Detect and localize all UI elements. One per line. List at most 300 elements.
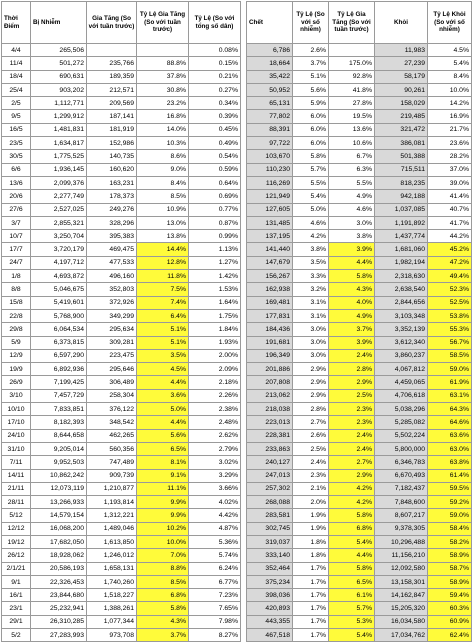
recovered-rate-cell: 60.3% <box>428 602 472 615</box>
cases-increase-rate-cell <box>137 44 189 57</box>
cases-increase-cell: 178,373 <box>87 190 137 203</box>
date-cell: 28/11 <box>2 496 31 509</box>
recovered-rate-cell: 40.7% <box>428 203 472 216</box>
cases-population-rate-cell: 6.24% <box>189 562 241 575</box>
cases-population-rate-cell: 2.48% <box>189 416 241 429</box>
recovered-cell: 6,670,493 <box>375 469 428 482</box>
date-cell: 15/8 <box>2 296 31 309</box>
cases-increase-rate-cell: 8.8% <box>137 562 189 575</box>
deaths-cell: 233,863 <box>247 442 293 455</box>
cases-increase-cell: 376,122 <box>87 403 137 416</box>
recovered-rate-cell: 55.3% <box>428 323 472 336</box>
table-row <box>2 296 472 309</box>
death-rate-cell: 6.0% <box>293 137 329 150</box>
cases-cell: 10,862,242 <box>31 469 87 482</box>
death-increase-rate-cell: 6.7% <box>329 150 375 163</box>
cases-increase-rate-cell: 10.3% <box>137 137 189 150</box>
death-rate-cell: 1.7% <box>293 562 329 575</box>
recovered-rate-cell: 58.9% <box>428 549 472 562</box>
death-increase-rate-cell: 3.7% <box>329 323 375 336</box>
cases-increase-rate-cell: 13.8% <box>137 230 189 243</box>
death-rate-cell: 1.7% <box>293 615 329 628</box>
deaths-cell: 333,140 <box>247 549 293 562</box>
recovered-rate-cell: 60.9% <box>428 615 472 628</box>
recovered-rate-cell: 58.7% <box>428 562 472 575</box>
cases-increase-cell: 348,542 <box>87 416 137 429</box>
deaths-cell: 223,013 <box>247 416 293 429</box>
death-rate-cell: 4.6% <box>293 216 329 229</box>
date-cell: 21/11 <box>2 482 31 495</box>
cases-increase-cell: 140,735 <box>87 150 137 163</box>
cases-population-rate-cell: 1.27% <box>189 256 241 269</box>
recovered-cell: 4,067,812 <box>375 363 428 376</box>
recovered-rate-cell: 63.0% <box>428 442 472 455</box>
date-cell: 10/7 <box>2 230 31 243</box>
death-increase-rate-cell: 2.3% <box>329 403 375 416</box>
table-row <box>2 256 472 269</box>
cases-increase-cell: 477,533 <box>87 256 137 269</box>
cases-increase-rate-cell: 4.5% <box>137 363 189 376</box>
table-row <box>2 190 472 203</box>
recovered-cell: 1,037,085 <box>375 203 428 216</box>
deaths-cell: 177,831 <box>247 309 293 322</box>
deaths-cell: 268,088 <box>247 496 293 509</box>
death-increase-rate-cell: 27.8% <box>329 97 375 110</box>
death-increase-rate-cell: 4.9% <box>329 190 375 203</box>
recovered-rate-cell: 41.7% <box>428 216 472 229</box>
cases-cell: 3,720,179 <box>31 243 87 256</box>
recovered-rate-cell: 64.6% <box>428 416 472 429</box>
cases-population-rate-cell: 1.75% <box>189 309 241 322</box>
cases-population-rate-cell: 0.87% <box>189 216 241 229</box>
cases-increase-rate-cell: 8.6% <box>137 150 189 163</box>
cases-population-rate-cell: 2.00% <box>189 349 241 362</box>
death-rate-cell: 5.0% <box>293 203 329 216</box>
cases-increase-cell: 212,571 <box>87 83 137 96</box>
death-increase-rate-cell: 2.9% <box>329 469 375 482</box>
table-row <box>2 549 472 562</box>
table-row <box>2 176 472 189</box>
cases-cell: 14,579,154 <box>31 509 87 522</box>
recovered-cell: 90,261 <box>375 83 428 96</box>
cases-population-rate-cell: 0.34% <box>189 97 241 110</box>
cases-increase-rate-cell: 6.8% <box>137 589 189 602</box>
cases-cell: 5,046,675 <box>31 283 87 296</box>
cases-increase-rate-cell: 7.0% <box>137 549 189 562</box>
death-rate-cell: 2.8% <box>293 403 329 416</box>
recovered-cell: 1,681,060 <box>375 243 428 256</box>
death-increase-rate-cell: 5.8% <box>329 270 375 283</box>
death-rate-cell: 2.4% <box>293 456 329 469</box>
death-rate-cell: 2.6% <box>293 429 329 442</box>
date-cell: 25/4 <box>2 83 31 96</box>
recovered-cell: 1,437,774 <box>375 230 428 243</box>
cases-increase-cell: 295,634 <box>87 323 137 336</box>
table-header-row <box>2 2 472 44</box>
header-cases: Bị Nhiễm <box>31 2 87 44</box>
header-cases-population-rate: Tỷ Lệ (So với tổng số dân) <box>189 2 241 44</box>
deaths-cell: 127,605 <box>247 203 293 216</box>
recovered-cell: 2,318,630 <box>375 270 428 283</box>
recovered-cell: 2,638,540 <box>375 283 428 296</box>
cases-cell: 3,250,704 <box>31 230 87 243</box>
cases-population-rate-cell: 6.77% <box>189 575 241 588</box>
cases-cell: 265,506 <box>31 44 87 57</box>
death-rate-cell: 3.0% <box>293 349 329 362</box>
recovered-cell: 8,607,217 <box>375 509 428 522</box>
cases-increase-rate-cell: 30.8% <box>137 83 189 96</box>
date-cell: 19/12 <box>2 535 31 548</box>
date-cell: 5/12 <box>2 509 31 522</box>
cases-cell: 7,457,729 <box>31 389 87 402</box>
recovered-rate-cell: 59.0% <box>428 363 472 376</box>
deaths-cell: 443,355 <box>247 615 293 628</box>
table-row <box>2 589 472 602</box>
recovered-rate-cell: 59.2% <box>428 496 472 509</box>
recovered-cell: 13,158,301 <box>375 575 428 588</box>
cases-increase-rate-cell: 6.4% <box>137 309 189 322</box>
cases-increase-rate-cell: 8.5% <box>137 575 189 588</box>
cases-population-rate-cell: 8.27% <box>189 629 241 642</box>
table-row <box>2 309 472 322</box>
death-increase-rate-cell: 5.7% <box>329 602 375 615</box>
data-table-container <box>1 1 471 639</box>
table-row <box>2 522 472 535</box>
cases-cell: 5,419,601 <box>31 296 87 309</box>
deaths-cell: 247,013 <box>247 469 293 482</box>
cases-increase-cell: 496,160 <box>87 270 137 283</box>
recovered-rate-cell: 41.4% <box>428 190 472 203</box>
table-row <box>2 270 472 283</box>
cases-population-rate-cell: 0.99% <box>189 230 241 243</box>
date-cell: 1/8 <box>2 270 31 283</box>
cases-cell: 27,283,993 <box>31 629 87 642</box>
table-row <box>2 615 472 628</box>
table-row <box>2 389 472 402</box>
table-row <box>2 323 472 336</box>
cases-cell: 903,202 <box>31 83 87 96</box>
recovered-cell: 501,388 <box>375 150 428 163</box>
recovered-cell: 11,156,210 <box>375 549 428 562</box>
death-rate-cell: 5.8% <box>293 150 329 163</box>
cases-increase-rate-cell: 9.9% <box>137 496 189 509</box>
cases-increase-cell: 462,265 <box>87 429 137 442</box>
cases-increase-cell: 328,296 <box>87 216 137 229</box>
recovered-rate-cell: 23.6% <box>428 137 472 150</box>
recovered-rate-cell: 63.8% <box>428 456 472 469</box>
date-cell: 3/10 <box>2 389 31 402</box>
cases-cell: 26,310,285 <box>31 615 87 628</box>
deaths-cell: 88,391 <box>247 123 293 136</box>
table-row <box>2 469 472 482</box>
cases-population-rate-cell: 2.18% <box>189 376 241 389</box>
death-increase-rate-cell: 10.6% <box>329 137 375 150</box>
recovered-cell: 2,844,656 <box>375 296 428 309</box>
deaths-cell: 6,786 <box>247 44 293 57</box>
date-cell: 2/5 <box>2 97 31 110</box>
death-rate-cell: 2.5% <box>293 442 329 455</box>
recovered-rate-cell: 63.6% <box>428 429 472 442</box>
cases-increase-cell: 395,383 <box>87 230 137 243</box>
recovered-rate-cell: 47.2% <box>428 256 472 269</box>
cases-increase-rate-cell: 14.4% <box>137 243 189 256</box>
cases-increase-cell <box>87 44 137 57</box>
death-rate-cell: 2.6% <box>293 44 329 57</box>
date-cell: 20/6 <box>2 190 31 203</box>
deaths-cell: 240,127 <box>247 456 293 469</box>
table-row <box>2 243 472 256</box>
cases-cell: 690,631 <box>31 70 87 83</box>
death-increase-rate-cell: 5.8% <box>329 562 375 575</box>
date-cell: 12/12 <box>2 522 31 535</box>
cases-increase-rate-cell: 9.9% <box>137 509 189 522</box>
death-rate-cell: 1.7% <box>293 629 329 642</box>
recovered-cell: 942,188 <box>375 190 428 203</box>
date-cell: 3/7 <box>2 216 31 229</box>
date-cell: 5/9 <box>2 336 31 349</box>
table-row <box>2 97 472 110</box>
cases-increase-cell: 189,359 <box>87 70 137 83</box>
deaths-cell: 141,440 <box>247 243 293 256</box>
date-cell: 17/10 <box>2 416 31 429</box>
death-increase-rate-cell: 13.6% <box>329 123 375 136</box>
death-increase-rate-cell: 5.4% <box>329 629 375 642</box>
table-row <box>2 629 472 642</box>
death-rate-cell: 2.1% <box>293 482 329 495</box>
recovered-cell: 3,612,340 <box>375 336 428 349</box>
death-rate-cell: 5.1% <box>293 70 329 83</box>
cases-increase-rate-cell: 8.1% <box>137 456 189 469</box>
cases-cell: 8,182,393 <box>31 416 87 429</box>
cases-population-rate-cell: 0.49% <box>189 137 241 150</box>
cases-cell: 5,768,900 <box>31 309 87 322</box>
recovered-rate-cell: 56.7% <box>428 336 472 349</box>
death-rate-cell: 1.7% <box>293 589 329 602</box>
cases-cell: 23,844,680 <box>31 589 87 602</box>
recovered-rate-cell: 16.9% <box>428 110 472 123</box>
cases-cell: 2,855,321 <box>31 216 87 229</box>
table-row <box>2 602 472 615</box>
cases-cell: 7,199,425 <box>31 376 87 389</box>
death-increase-rate-cell: 2.7% <box>329 456 375 469</box>
deaths-cell: 302,745 <box>247 522 293 535</box>
death-increase-rate-cell: 6.5% <box>329 575 375 588</box>
recovered-rate-cell: 45.2% <box>428 243 472 256</box>
cases-cell: 9,952,503 <box>31 456 87 469</box>
recovered-cell: 9,378,305 <box>375 522 428 535</box>
cases-increase-cell: 352,803 <box>87 283 137 296</box>
death-rate-cell: 1.9% <box>293 522 329 535</box>
cases-increase-cell: 372,926 <box>87 296 137 309</box>
cases-increase-rate-cell: 5.0% <box>137 403 189 416</box>
date-cell: 6/6 <box>2 163 31 176</box>
cases-increase-cell: 181,919 <box>87 123 137 136</box>
recovered-rate-cell: 4.5% <box>428 44 472 57</box>
cases-increase-rate-cell: 23.2% <box>137 97 189 110</box>
recovered-cell: 219,485 <box>375 110 428 123</box>
cases-increase-rate-cell: 5.1% <box>137 336 189 349</box>
cases-increase-rate-cell: 13.0% <box>137 216 189 229</box>
death-increase-rate-cell: 4.0% <box>329 296 375 309</box>
cases-increase-cell: 1,312,221 <box>87 509 137 522</box>
deaths-cell: 169,481 <box>247 296 293 309</box>
recovered-cell: 386,081 <box>375 137 428 150</box>
cases-increase-cell: 209,569 <box>87 97 137 110</box>
cases-increase-cell: 1,246,012 <box>87 549 137 562</box>
death-increase-rate-cell: 6.1% <box>329 589 375 602</box>
recovered-cell: 5,502,224 <box>375 429 428 442</box>
cases-increase-rate-cell: 8.5% <box>137 190 189 203</box>
cases-cell: 6,892,936 <box>31 363 87 376</box>
cases-increase-rate-cell: 37.8% <box>137 70 189 83</box>
recovered-cell: 3,860,237 <box>375 349 428 362</box>
header-death-increase-rate: Tỷ Lệ Gia Tăng (So với tuần trước) <box>329 2 375 44</box>
death-increase-rate-cell: 4.4% <box>329 549 375 562</box>
recovered-rate-cell: 21.7% <box>428 123 472 136</box>
cases-increase-rate-cell: 16.8% <box>137 110 189 123</box>
cases-cell: 2,277,749 <box>31 190 87 203</box>
recovered-rate-cell: 58.9% <box>428 575 472 588</box>
recovered-cell: 58,179 <box>375 70 428 83</box>
cases-population-rate-cell: 5.36% <box>189 535 241 548</box>
death-rate-cell: 1.8% <box>293 549 329 562</box>
table-row <box>2 44 472 57</box>
table-row <box>2 363 472 376</box>
cases-cell: 1,775,525 <box>31 150 87 163</box>
recovered-rate-cell: 52.5% <box>428 296 472 309</box>
table-row <box>2 429 472 442</box>
cases-increase-cell: 295,646 <box>87 363 137 376</box>
cases-increase-rate-cell: 12.8% <box>137 256 189 269</box>
death-increase-rate-cell: 5.4% <box>329 535 375 548</box>
death-increase-rate-cell: 2.9% <box>329 376 375 389</box>
deaths-cell: 35,422 <box>247 70 293 83</box>
recovered-rate-cell: 52.3% <box>428 283 472 296</box>
recovered-cell: 4,459,065 <box>375 376 428 389</box>
header-recovered-rate: Tỷ Lệ Khỏi (So với số nhiễm) <box>428 2 472 44</box>
deaths-cell: 218,038 <box>247 403 293 416</box>
date-cell: 23/5 <box>2 137 31 150</box>
recovered-rate-cell: 63.1% <box>428 389 472 402</box>
table-row <box>2 575 472 588</box>
cases-cell: 20,586,193 <box>31 562 87 575</box>
date-cell: 12/9 <box>2 349 31 362</box>
death-increase-rate-cell: 5.8% <box>329 509 375 522</box>
table-row <box>2 216 472 229</box>
cases-cell: 13,266,933 <box>31 496 87 509</box>
cases-population-rate-cell: 7.98% <box>189 615 241 628</box>
deaths-cell: 116,269 <box>247 176 293 189</box>
table-row <box>2 509 472 522</box>
recovered-rate-cell: 28.2% <box>428 150 472 163</box>
recovered-cell: 3,103,348 <box>375 309 428 322</box>
recovered-cell: 16,034,580 <box>375 615 428 628</box>
recovered-cell: 5,285,082 <box>375 416 428 429</box>
cases-cell: 25,232,941 <box>31 602 87 615</box>
cases-increase-rate-cell: 11.1% <box>137 482 189 495</box>
death-increase-rate-cell: 6.8% <box>329 522 375 535</box>
table-row <box>2 403 472 416</box>
table-body <box>2 44 472 642</box>
cases-population-rate-cell: 4.42% <box>189 509 241 522</box>
death-rate-cell: 3.3% <box>293 270 329 283</box>
header-cases-increase-rate: Tỷ Lệ Gia Tăng (So với tuần trước) <box>137 2 189 44</box>
death-rate-cell: 2.9% <box>293 363 329 376</box>
death-increase-rate-cell: 4.3% <box>329 283 375 296</box>
cases-population-rate-cell: 4.87% <box>189 522 241 535</box>
cases-increase-cell: 909,739 <box>87 469 137 482</box>
deaths-cell: 213,062 <box>247 389 293 402</box>
death-increase-rate-cell: 3.9% <box>329 243 375 256</box>
death-increase-rate-cell: 3.9% <box>329 336 375 349</box>
recovered-cell: 15,205,320 <box>375 602 428 615</box>
death-rate-cell: 2.9% <box>293 389 329 402</box>
covid-statistics-table <box>1 1 472 642</box>
deaths-cell: 352,464 <box>247 562 293 575</box>
date-cell: 26/9 <box>2 376 31 389</box>
cases-population-rate-cell: 3.66% <box>189 482 241 495</box>
death-rate-cell: 3.5% <box>293 256 329 269</box>
date-cell: 5/2 <box>2 629 31 642</box>
cases-increase-rate-cell: 3.5% <box>137 349 189 362</box>
death-rate-cell: 2.9% <box>293 376 329 389</box>
death-rate-cell: 5.9% <box>293 97 329 110</box>
cases-increase-cell: 349,299 <box>87 309 137 322</box>
cases-cell: 2,099,376 <box>31 176 87 189</box>
death-increase-rate-cell: 4.2% <box>329 482 375 495</box>
recovered-cell: 3,352,139 <box>375 323 428 336</box>
date-cell: 13/6 <box>2 176 31 189</box>
cases-increase-cell: 747,489 <box>87 456 137 469</box>
deaths-cell: 18,664 <box>247 57 293 70</box>
cases-increase-cell: 235,766 <box>87 57 137 70</box>
death-increase-rate-cell: 3.8% <box>329 230 375 243</box>
cases-population-rate-cell: 2.62% <box>189 429 241 442</box>
recovered-rate-cell: 61.4% <box>428 469 472 482</box>
cases-cell: 6,373,815 <box>31 336 87 349</box>
cases-population-rate-cell: 1.64% <box>189 296 241 309</box>
cases-increase-cell: 306,489 <box>87 376 137 389</box>
death-rate-cell: 1.7% <box>293 602 329 615</box>
cases-increase-rate-cell: 10.0% <box>137 535 189 548</box>
recovered-rate-cell: 59.4% <box>428 589 472 602</box>
date-cell: 16/5 <box>2 123 31 136</box>
recovered-rate-cell: 44.2% <box>428 230 472 243</box>
cases-cell: 1,299,912 <box>31 110 87 123</box>
death-rate-cell: 2.0% <box>293 496 329 509</box>
cases-population-rate-cell: 0.21% <box>189 70 241 83</box>
cases-increase-cell: 258,304 <box>87 389 137 402</box>
cases-population-rate-cell: 0.45% <box>189 123 241 136</box>
death-increase-rate-cell: 4.6% <box>329 203 375 216</box>
cases-population-rate-cell: 2.26% <box>189 389 241 402</box>
recovered-rate-cell: 59.5% <box>428 482 472 495</box>
date-cell: 24/10 <box>2 429 31 442</box>
table-row <box>2 57 472 70</box>
recovered-cell: 6,346,783 <box>375 456 428 469</box>
cases-increase-cell: 309,281 <box>87 336 137 349</box>
cases-cell: 4,197,712 <box>31 256 87 269</box>
recovered-rate-cell: 61.9% <box>428 376 472 389</box>
death-rate-cell: 3.0% <box>293 336 329 349</box>
cases-population-rate-cell: 1.93% <box>189 336 241 349</box>
date-cell: 9/1 <box>2 575 31 588</box>
cases-increase-cell: 187,141 <box>87 110 137 123</box>
cases-cell: 7,833,851 <box>31 403 87 416</box>
cases-population-rate-cell: 1.53% <box>189 283 241 296</box>
date-cell: 9/5 <box>2 110 31 123</box>
cases-increase-rate-cell: 10.2% <box>137 522 189 535</box>
